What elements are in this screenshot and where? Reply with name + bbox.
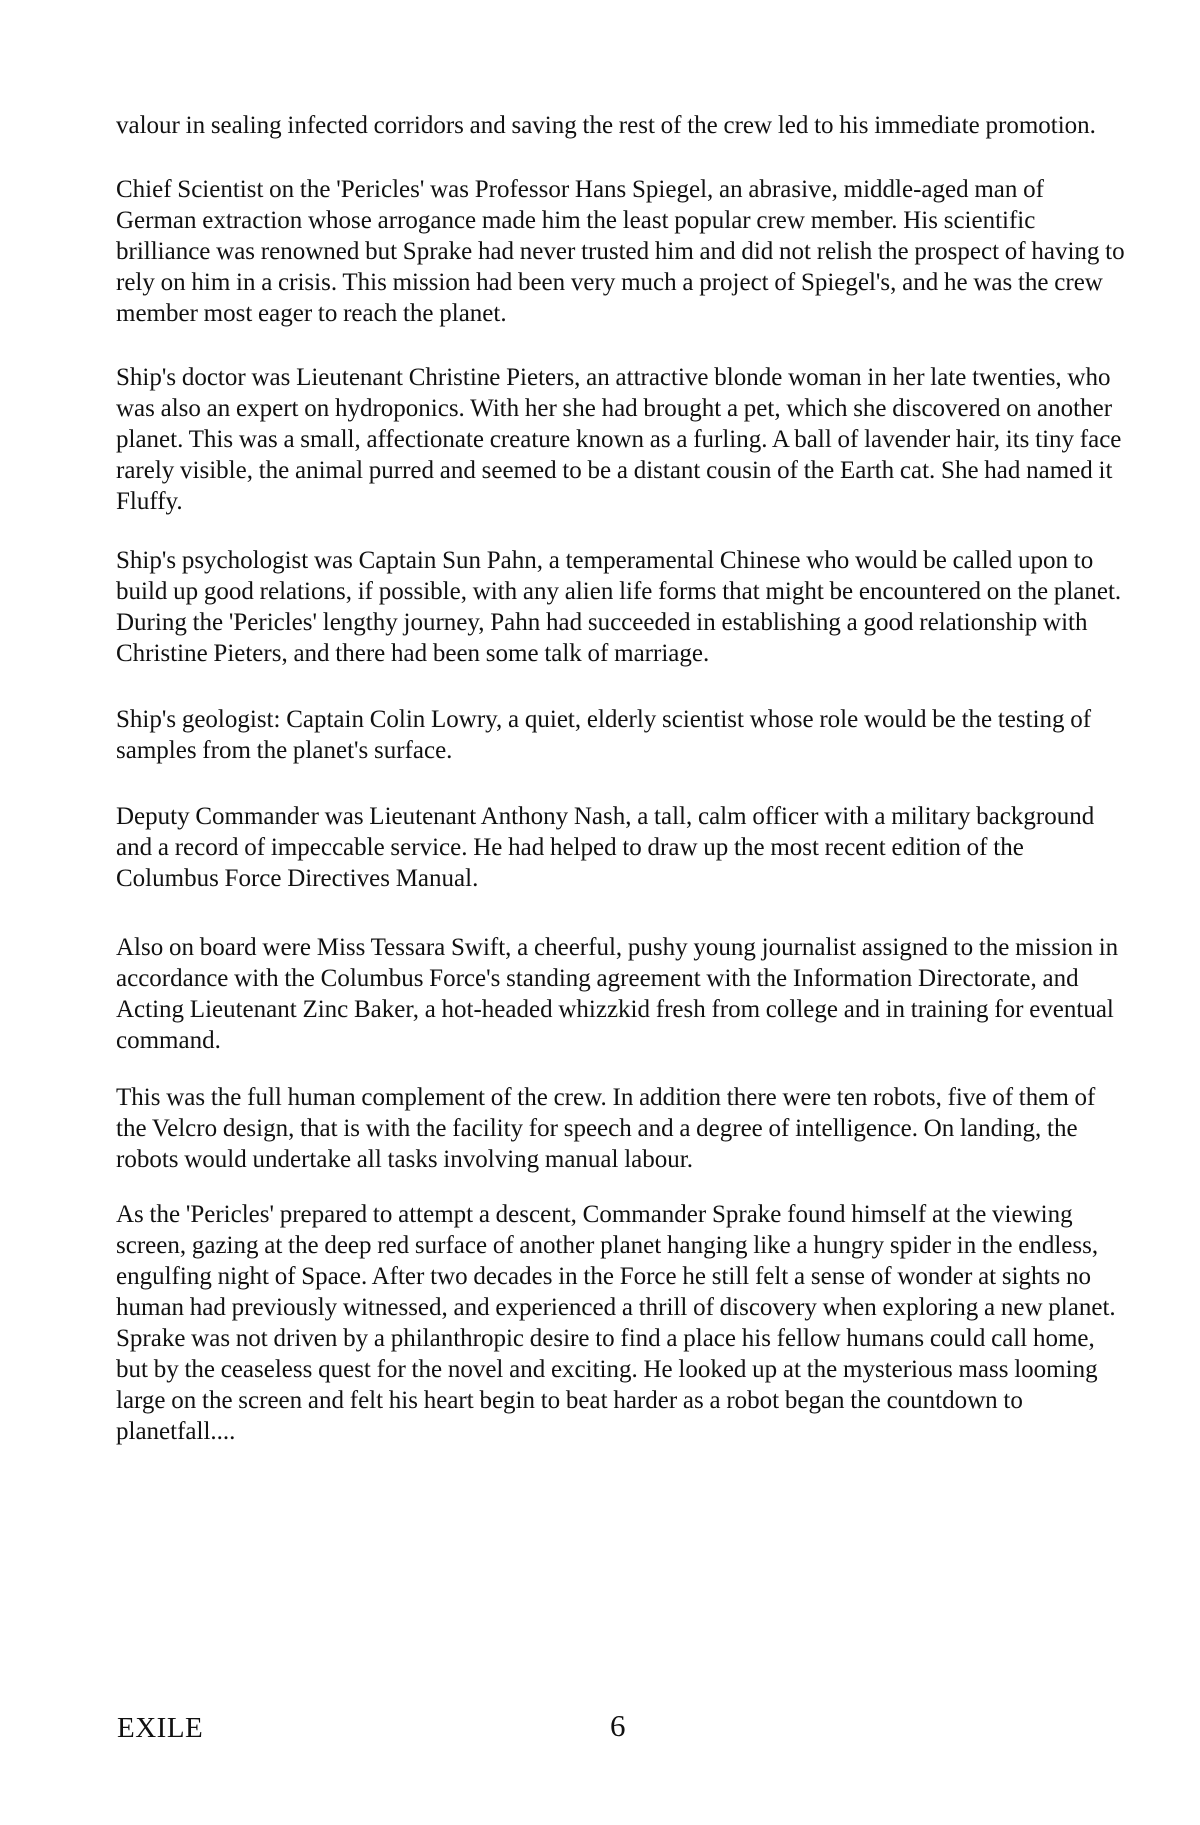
paragraph: Ship's psychologist was Captain Sun Pahn, a temperamental Chinese who would be called upon to build up good relations, if possible, with any alien life forms that might be encountered on the planet. During the 'Pericles' lengthy journey, Pahn had succeeded in establishing a good relationship with Christine Pieters, and there had been some talk of marriage.: [116, 547, 1122, 667]
body-text: [116, 110, 1126, 1447]
paragraph: Deputy Commander was Lieutenant Anthony Nash, a tall, calm officer with a military background and a record of impeccable service. He had helped to draw up the most recent edition of the Columbus Force Directives Manual.: [116, 803, 1095, 892]
paragraph: As the 'Pericles' prepared to attempt a descent, Commander Sprake found himself at the viewing screen, gazing at the deep red surface of another planet hanging like a hungry spider in the endless, engulfing night of Space. After two decades in the Force he still felt a sense of wonder at sights no human had previously witnessed, and experienced a thrill of discovery when exploring a new planet. Sprake was not driven by a philanthropic desire to find a place his fellow humans could call home, but by the ceaseless quest for the novel and exciting. He looked up at the mysterious mass looming large on the screen and felt his heart begin to beat harder as a robot began the countdown to planetfall....: [116, 1201, 1116, 1445]
paragraph: Ship's geologist: Captain Colin Lowry, a quiet, elderly scientist whose role would be the testing of samples from the planet's surface.: [116, 706, 1092, 764]
paragraph: Also on board were Miss Tessara Swift, a cheerful, pushy young journalist assigned to the mission in accordance with the Columbus Force's standing agreement with the Information Directorate, and Acting Lieutenant Zinc Baker, a hot-headed whizzkid fresh from college and in training for eventual command.: [116, 934, 1119, 1054]
running-footer-title: EXILE: [117, 1712, 204, 1744]
page-number: 6: [610, 1708, 626, 1743]
paragraph: valour in sealing infected corridors and saving the rest of the crew led to his immediate promotion.: [116, 112, 1096, 139]
paragraph: Chief Scientist on the 'Pericles' was Professor Hans Spiegel, an abrasive, middle-aged man of German extraction whose arrogance made him the least popular crew member. His scientific brilliance was renowned but Sprake had never trusted him and did not relish the prospect of having to rely on him in a crisis. This mission had been very much a project of Spiegel's, and he was the crew member most eager to reach the planet.: [116, 176, 1125, 327]
paragraph: This was the full human complement of the crew. In addition there were ten robots, five of them of the Velcro design, that is with the facility for speech and a degree of intelligence. On landing, the robots would undertake all tasks involving manual labour.: [116, 1084, 1096, 1173]
paragraph: Ship's doctor was Lieutenant Christine Pieters, an attractive blonde woman in her late twenties, who was also an expert on hydroponics. With her she had brought a pet, which she discovered on another planet. This was a small, affectionate creature known as a furling. A ball of lavender hair, its tiny face rarely visible, the animal purred and seemed to be a distant cousin of the Earth cat. She had named it Fluffy.: [116, 364, 1122, 515]
